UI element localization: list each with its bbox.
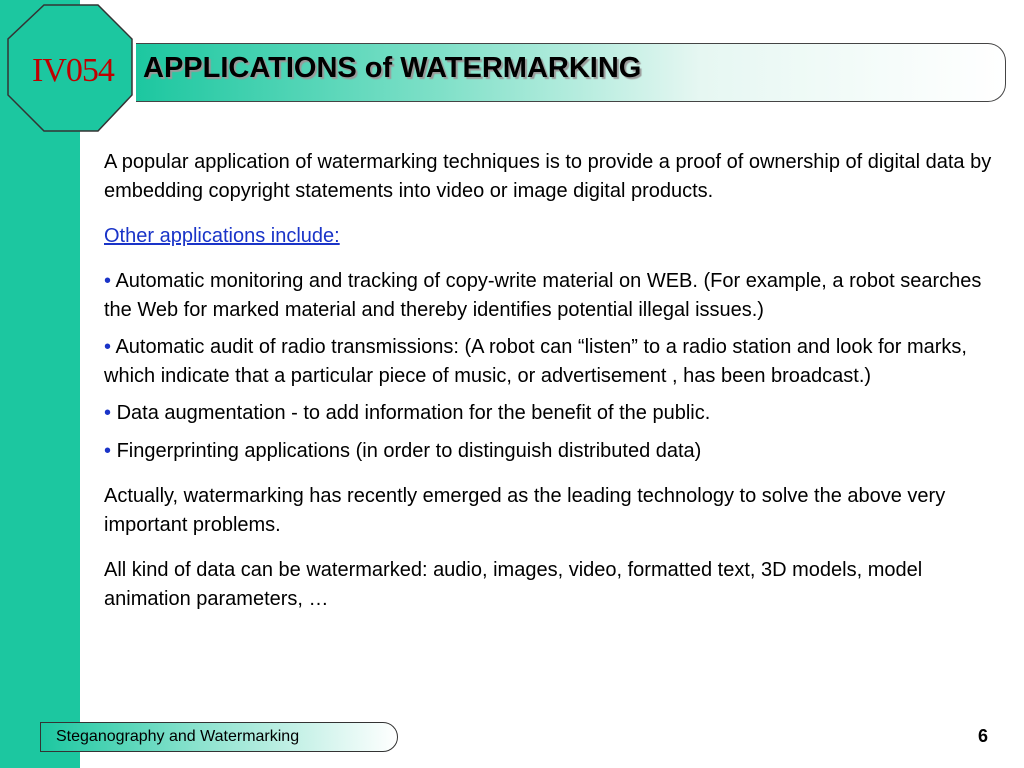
intro-paragraph: A popular application of watermarking techniques is to provide a proof of ownership of digital data by embedding copyright statements into video or image digital products. [104,151,992,202]
bullet-text: Automatic audit of radio transmissions: (A robot can “listen” to a radio station and look for marks, which indicate that a particular piece of music, or advertisement , has been broadcast.) [104,336,967,387]
other-applications-heading[interactable]: Other applications include: [104,225,340,247]
bullet-item [104,399,994,428]
conclusion-paragraph: Actually, watermarking has recently emerged as the leading technology to solve the above very important problems. [104,485,946,536]
course-code: IV054 [32,52,114,89]
bullet-item [104,267,994,325]
bullet-item [104,437,994,466]
slide-content [104,148,994,614]
bullet-marker: • [104,440,112,462]
bullet-text: Fingerprinting applications (in order to distinguish distributed data) [116,440,702,462]
bullet-text: Data augmentation - to add information for the benefit of the public. [116,402,711,424]
bullet-item [104,333,994,391]
page-number: 6 [978,726,989,746]
bullet-marker: • [104,336,112,358]
footer-course-title: Steganography and Watermarking [56,728,300,745]
bullet-text: Automatic monitoring and tracking of copy-write material on WEB. (For example, a robot searches the Web for marked material and thereby identifies potential illegal issues.) [104,270,982,321]
data-types-paragraph: All kind of data can be watermarked: audio, images, video, formatted text, 3D models, model animation parameters, … [104,559,923,610]
bullet-marker: • [104,402,112,424]
slide-title: APPLICATIONS of WATERMARKING [143,52,642,84]
bullet-marker: • [104,270,112,292]
